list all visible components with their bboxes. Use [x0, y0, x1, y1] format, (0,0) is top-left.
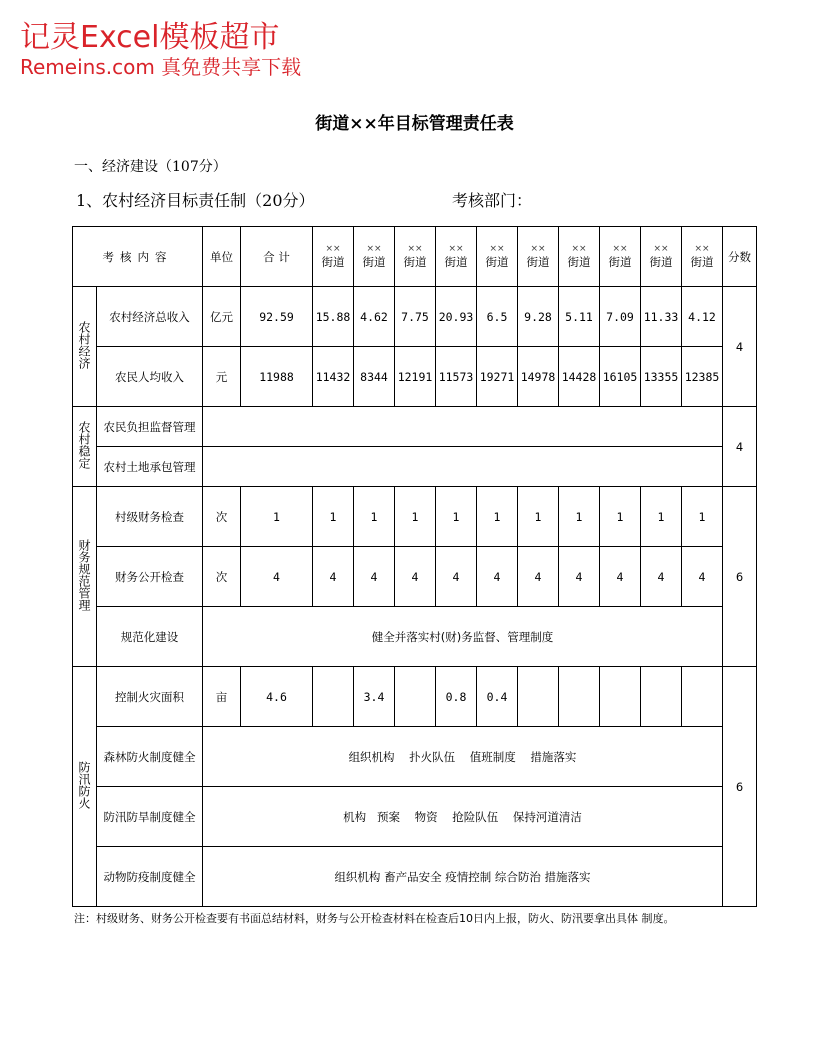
header-street: ×× 街道 [518, 227, 559, 287]
street-value: 12191 [395, 347, 436, 407]
table-row [73, 727, 757, 787]
merged-description: 组织机构 扑火队伍 值班制度 措施落实 [203, 727, 723, 787]
street-value: 4.12 [682, 287, 723, 347]
header-street: ×× 街道 [477, 227, 518, 287]
table-row [73, 347, 757, 407]
header-street: ×× 街道 [354, 227, 395, 287]
group-score: 6 [723, 487, 757, 667]
street-value: 1 [477, 487, 518, 547]
street-value: 0.4 [477, 667, 518, 727]
street-value: 11432 [313, 347, 354, 407]
street-value: 4 [436, 547, 477, 607]
street-value: 15.88 [313, 287, 354, 347]
item-total: 11988 [241, 347, 313, 407]
group-score: 6 [723, 667, 757, 907]
header-street: ×× 街道 [600, 227, 641, 287]
item-name: 村级财务检查 [97, 487, 203, 547]
street-value: 1 [682, 487, 723, 547]
street-value: 1 [641, 487, 682, 547]
street-value: 11573 [436, 347, 477, 407]
empty-cell [203, 407, 723, 447]
table-row [73, 607, 757, 667]
street-value: 4 [518, 547, 559, 607]
street-value: 11.33 [641, 287, 682, 347]
item-name: 控制火灾面积 [97, 667, 203, 727]
item-unit: 元 [203, 347, 241, 407]
street-value: 1 [600, 487, 641, 547]
table-row [73, 667, 757, 727]
header-street: ×× 街道 [395, 227, 436, 287]
street-value [641, 667, 682, 727]
item-name: 农民负担监督管理 [97, 407, 203, 447]
group-label-rural-economy: 农村经济 [73, 287, 97, 407]
street-value: 14428 [559, 347, 600, 407]
street-value: 4 [559, 547, 600, 607]
street-value: 7.09 [600, 287, 641, 347]
item-total: 4.6 [241, 667, 313, 727]
street-value: 1 [518, 487, 559, 547]
item-name: 森林防火制度健全 [97, 727, 203, 787]
item-name: 规范化建设 [97, 607, 203, 667]
responsibility-table [72, 226, 757, 907]
merged-description: 机构 预案 物资 抢险队伍 保持河道清洁 [203, 787, 723, 847]
street-value: 4 [354, 547, 395, 607]
street-value [682, 667, 723, 727]
group-label-finance: 财务规范管理 [73, 487, 97, 667]
subsection-heading: 1、农村经济目标责任制（20分） [76, 191, 315, 210]
street-value: 1 [354, 487, 395, 547]
watermark-title: 记灵Excel模板超市 [20, 20, 280, 55]
header-street: ×× 街道 [313, 227, 354, 287]
header-unit: 单位 [203, 227, 241, 287]
street-value: 0.8 [436, 667, 477, 727]
street-value: 4 [313, 547, 354, 607]
item-unit: 亿元 [203, 287, 241, 347]
table-row [73, 847, 757, 907]
street-value: 14978 [518, 347, 559, 407]
item-name: 财务公开检查 [97, 547, 203, 607]
street-value: 4 [600, 547, 641, 607]
empty-cell [203, 447, 723, 487]
street-value: 3.4 [354, 667, 395, 727]
header-street: ×× 街道 [682, 227, 723, 287]
table-row [73, 287, 757, 347]
street-value: 7.75 [395, 287, 436, 347]
header-street: ×× 街道 [641, 227, 682, 287]
street-value: 12385 [682, 347, 723, 407]
header-score: 分数 [723, 227, 757, 287]
table-row [73, 487, 757, 547]
table-row [73, 547, 757, 607]
item-name: 农村经济总收入 [97, 287, 203, 347]
street-value: 5.11 [559, 287, 600, 347]
header-content: 考核内容 [73, 227, 203, 287]
street-value: 4.62 [354, 287, 395, 347]
header-street: ×× 街道 [559, 227, 600, 287]
street-value: 4 [395, 547, 436, 607]
street-value: 6.5 [477, 287, 518, 347]
street-value [559, 667, 600, 727]
item-name: 动物防疫制度健全 [97, 847, 203, 907]
street-value [518, 667, 559, 727]
footnote: 注：村级财务、财务公开检查要有书面总结材料，财务与公开检查材料在检查后10日内上报，防火、防汛要拿出具体 制度。 [74, 912, 675, 925]
street-value: 8344 [354, 347, 395, 407]
header-row [73, 227, 757, 287]
street-value: 4 [682, 547, 723, 607]
street-value: 1 [436, 487, 477, 547]
header-street: ×× 街道 [436, 227, 477, 287]
item-name: 农村土地承包管理 [97, 447, 203, 487]
street-value: 1 [313, 487, 354, 547]
street-value: 19271 [477, 347, 518, 407]
item-unit: 亩 [203, 667, 241, 727]
header-total: 合 计 [241, 227, 313, 287]
street-value: 9.28 [518, 287, 559, 347]
street-value: 16105 [600, 347, 641, 407]
item-name: 防汛防旱制度健全 [97, 787, 203, 847]
group-label-flood-fire: 防汛防火 [73, 667, 97, 907]
table-row [73, 407, 757, 447]
watermark-subtitle: Remeins.com 真免费共享下载 [20, 55, 302, 79]
street-value: 13355 [641, 347, 682, 407]
street-value: 20.93 [436, 287, 477, 347]
table-row [73, 787, 757, 847]
page-title: 街道××年目标管理责任表 [315, 114, 514, 134]
street-value: 4 [641, 547, 682, 607]
group-label-rural-stability: 农村稳定 [73, 407, 97, 487]
street-value: 1 [559, 487, 600, 547]
street-value: 1 [395, 487, 436, 547]
item-total: 92.59 [241, 287, 313, 347]
department-label: 考核部门： [452, 191, 533, 210]
street-value [600, 667, 641, 727]
item-name: 农民人均收入 [97, 347, 203, 407]
merged-description: 组织机构 畜产品安全 疫情控制 综合防治 措施落实 [203, 847, 723, 907]
street-value: 4 [477, 547, 518, 607]
merged-description: 健全并落实村(财)务监督、管理制度 [203, 607, 723, 667]
section-heading: 一、经济建设（107分） [74, 159, 227, 175]
item-total: 4 [241, 547, 313, 607]
group-score: 4 [723, 407, 757, 487]
item-unit: 次 [203, 487, 241, 547]
group-score: 4 [723, 287, 757, 407]
item-total: 1 [241, 487, 313, 547]
table-row [73, 447, 757, 487]
street-value [313, 667, 354, 727]
street-value [395, 667, 436, 727]
item-unit: 次 [203, 547, 241, 607]
